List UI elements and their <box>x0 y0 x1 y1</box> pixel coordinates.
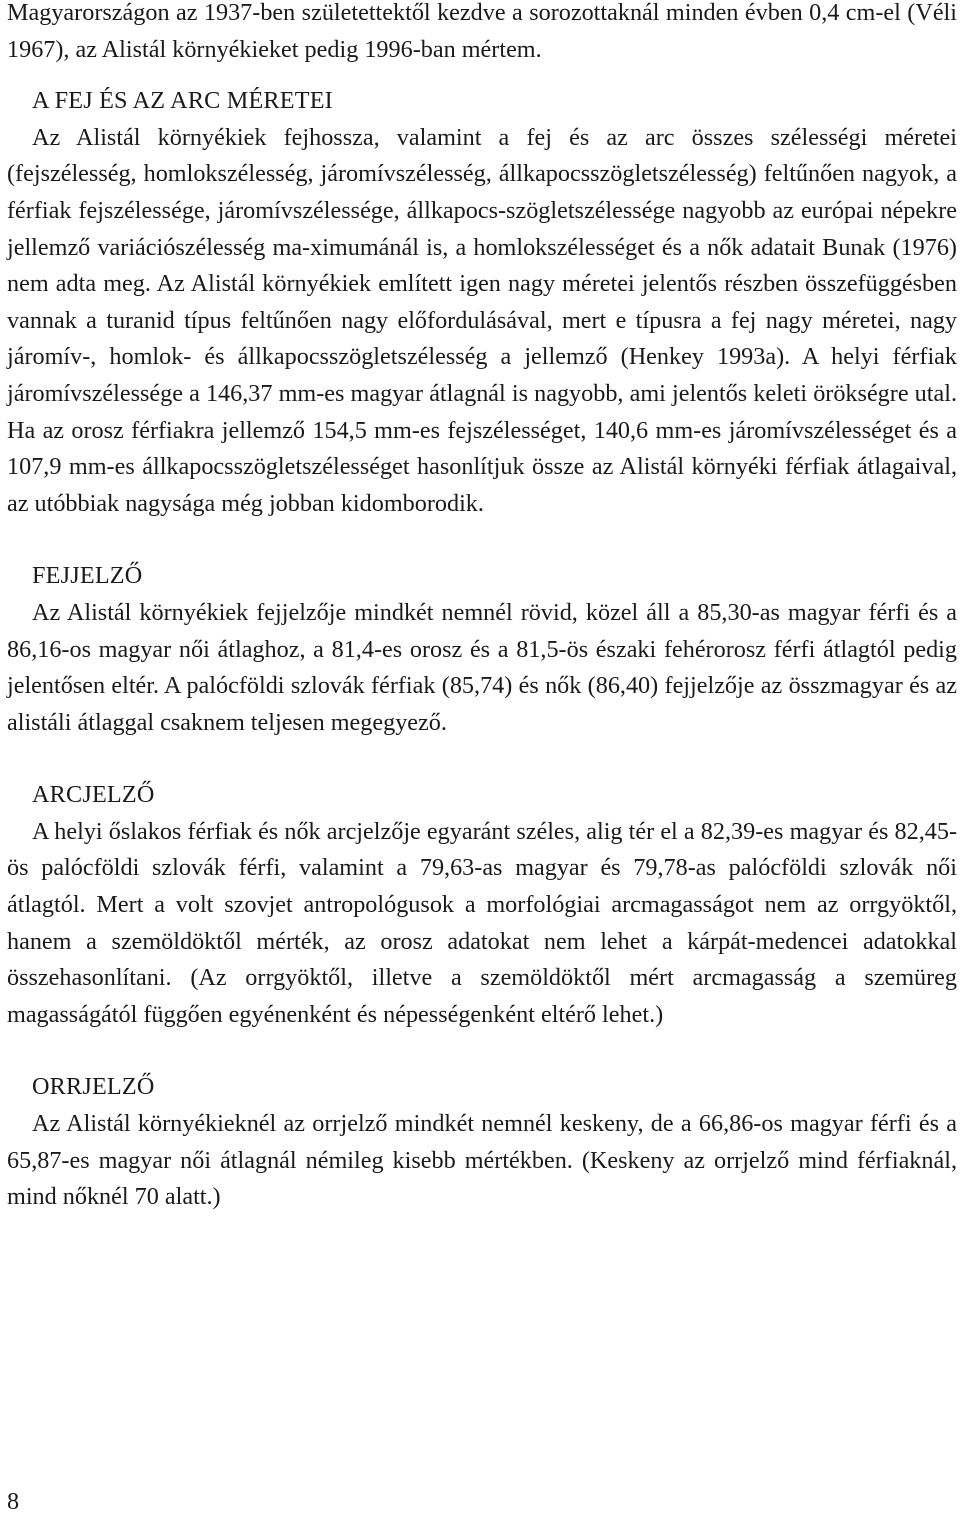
page-number: 8 <box>7 1488 20 1515</box>
section-paragraph-arcjelzo: A helyi őslakos férfiak és nők arcjelzője egyaránt széles, alig tér el a 82,39-es magyar és 82,45-ös palócföldi szlovák férfi, valamint a 79,63-as magyar és 79,78-as palócföldi szlovák női átlagtól. Mert a volt szovjet antropológusok a morfológiai arcmagasságot nem az orrgyöktől, hanem a szemöldöktől mérték, az orosz adatokat nem lehet a kárpát-medencei adatokkal összehasonlítani. (Az orrgyöktől, illetve a szemöldöktől mért arcmagasság a szemüreg magasságától függően egyénenként és népességenként eltérő lehet.) <box>7 817 957 1028</box>
section-heading-fejjelzo: FEJJELZŐ <box>32 562 143 590</box>
document-page <box>7 0 957 1216</box>
section-heading-fej-es-arc-meretei: A FEJ ÉS AZ ARC MÉRETEI <box>32 87 333 115</box>
section-heading-arcjelzo: ARCJELZŐ <box>32 781 155 809</box>
section-heading-orrjelzo: ORRJELZŐ <box>32 1073 155 1101</box>
intro-paragraph: Magyarországon az 1937-ben születettektől kezdve a sorozottaknál minden évben 0,4 cm-el (Véli 1967), az Alistál környékieket pedig 1996-ban mértem. <box>7 0 957 63</box>
section-paragraph-fejjelzo: Az Alistál környékiek fejjelzője mindkét nemnél rövid, közel áll a 85,30-as magyar férfi és a 86,16-os magyar női átlaghoz, a 81,4-es orosz és a 81,5-ös északi fehérorosz férfi átlagtól pedig jelentősen eltér. A palócföldi szlovák férfiak (85,74) és nők (86,40) fejjelzője az összmagyar és az alistáli átlaggal csaknem teljesen megegyező. <box>7 598 957 736</box>
section-paragraph-fej-es-arc-meretei: Az Alistál környékiek fejhossza, valamint a fej és az arc összes szélességi méretei (fejszélesség, homlokszélesség, járomívszélesség, állkapocsszögletszélesség) feltűnően nagyok, a férfiak fejszélessége, járomívszélessége, állkapocs-szögletszélessége nagyobb az európai népekre jellemző variációszélesség ma-ximumánál is, a homlokszélességet és a nők adatait Bunak (1976) nem adta meg. Az Alistál környékiek említett igen nagy méretei jelentős részben összefüggésben vannak a turanid típus feltűnően nagy előfordulásával, mert e típusra a fej nagy méretei, nagy járomív-, homlok- és állkapocsszögletszélesség a jellemző (Henkey 1993a). A helyi férfiak járomívszélessége a 146,37 mm-es magyar átlagnál is nagyobb, ami jelentős keleti örökségre utal. Ha az orosz férfiakra jellemző 154,5 mm-es fejszélességet, 140,6 mm-es járomívszélességet és a 107,9 mm-es állkapocsszögletszélességet hasonlítjuk össze az Alistál környéki férfiak átlagaival, az utóbbiak nagysága még jobban kidomborodik. <box>7 123 957 517</box>
section-paragraph-orrjelzo: Az Alistál környékieknél az orrjelző mindkét nemnél keskeny, de a 66,86-os magyar férfi és a 65,87-es magyar női átlagnál némileg kisebb mértékben. (Keskeny az orrjelző mind férfiaknál, mind nőknél 70 alatt.) <box>7 1110 957 1211</box>
